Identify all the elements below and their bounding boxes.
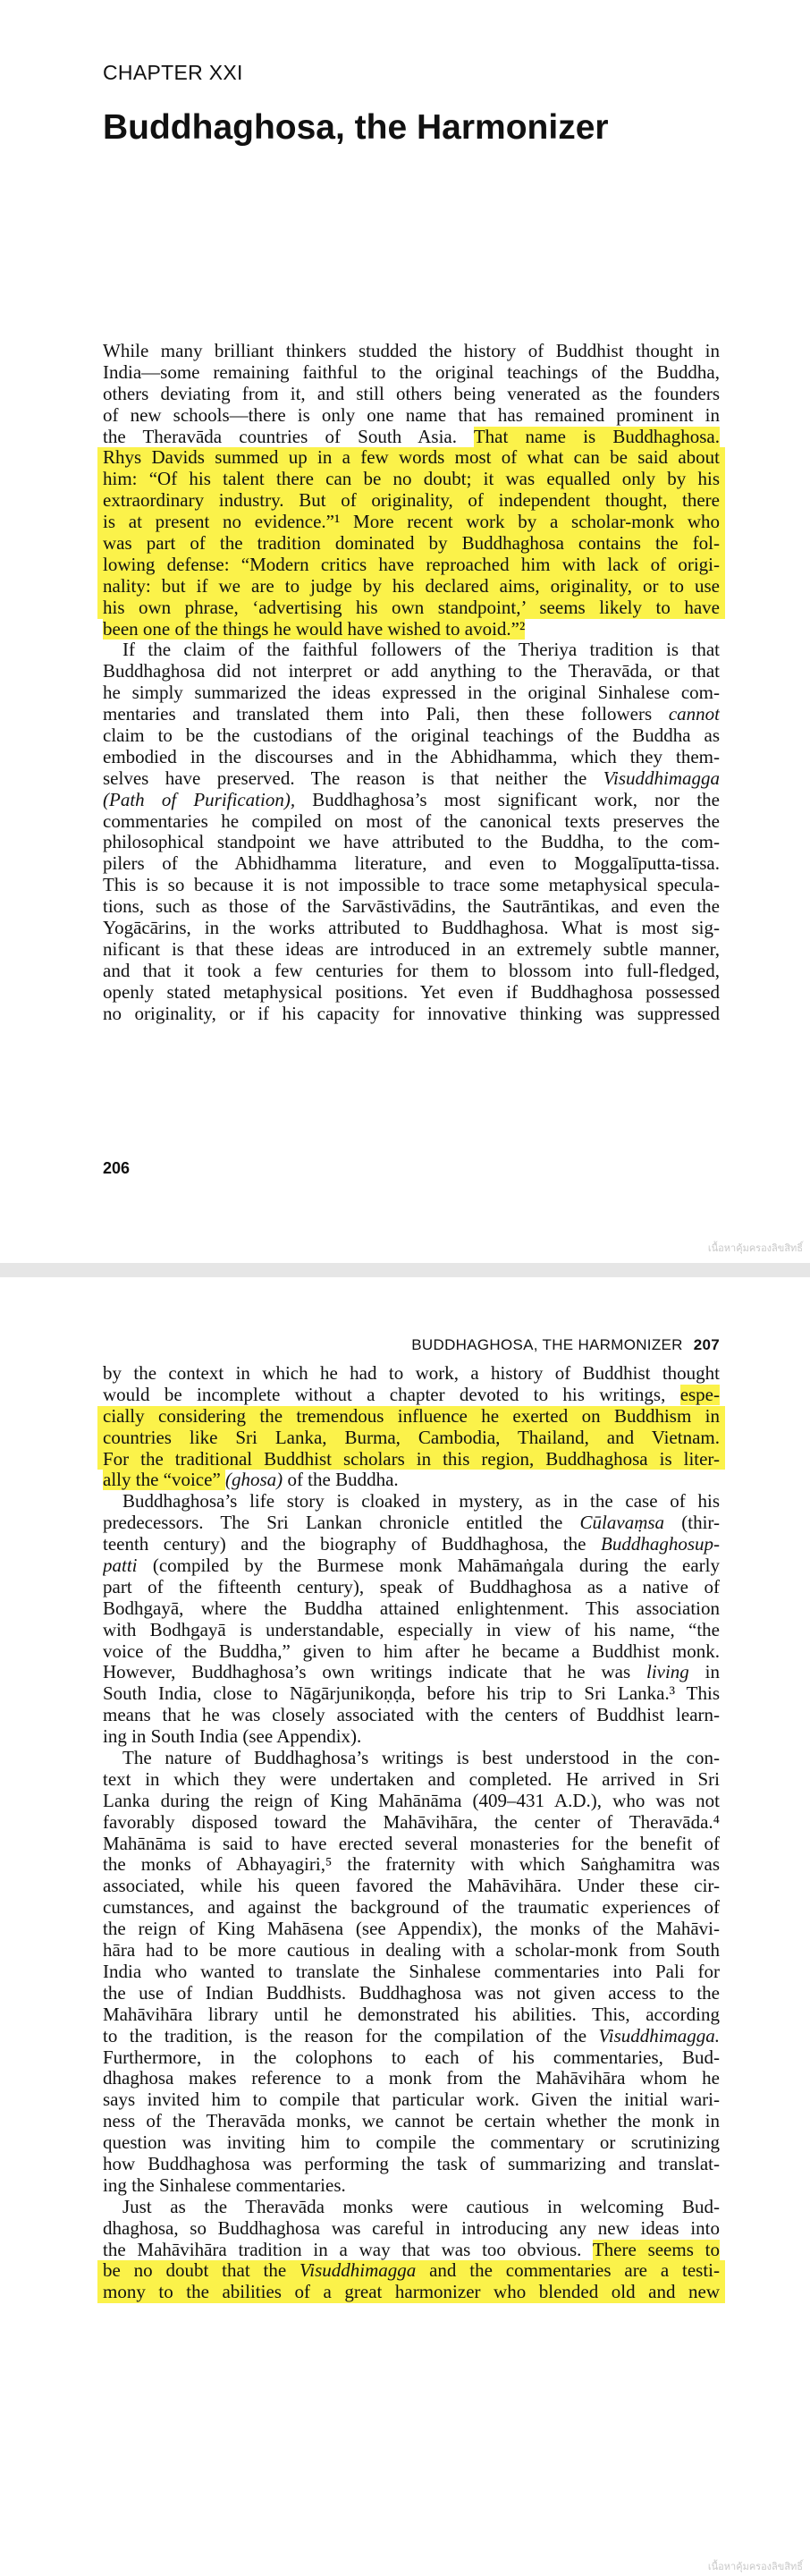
text-segment: question was inviting him to compile the commentary or scrutinizing (103, 2132, 720, 2154)
text-segment: by the context in which he had to work, a history of Buddhist thought (103, 1363, 720, 1384)
text-segment: India—some remaining faithful to the original teachings of the Buddha, (103, 361, 720, 383)
text-line (103, 619, 720, 640)
text-segment: nificant is that these ideas are introduced in an extremely subtle manner, (103, 938, 720, 960)
text-segment: embodied in the discourses and in the Abhidhamma, which they them- (103, 746, 720, 767)
running-head (411, 1336, 720, 1354)
running-head-title: BUDDHAGHOSA, THE HARMONIZER (411, 1336, 683, 1353)
text-segment: living (645, 1662, 689, 1683)
text-line (103, 1385, 720, 1406)
text-line (103, 790, 720, 811)
text-line (103, 682, 720, 704)
text-segment: the monks of Abhayagiri,⁵ the fraternity with which Saṅghamitra was (103, 1854, 720, 1876)
text-line (103, 2240, 720, 2261)
text-segment: be no doubt that the (103, 2260, 300, 2282)
text-segment: text in which they were undertaken and completed. He arrived in Sri (103, 1768, 720, 1790)
text-line (103, 832, 720, 853)
text-segment: with Bodhgayā is understandable, especially in view of his name, “the (103, 1619, 720, 1640)
chapter-title: Buddhaghosa, the Harmonizer (103, 108, 609, 147)
text-line (103, 1662, 720, 1683)
text-line (97, 2260, 725, 2282)
text-segment: of new schools—there is only one name that has remained prominent in (103, 404, 720, 426)
text-line (103, 427, 720, 448)
text-line (103, 747, 720, 768)
text-line (103, 1363, 720, 1385)
text-segment: nality: but if we are to judge by his declared aims, originality, or to use (103, 575, 720, 597)
text-line (103, 1555, 720, 1577)
text-segment: espe- (679, 1384, 720, 1405)
text-line (103, 1577, 720, 1598)
text-segment: dhaghosa, so Buddhaghosa was careful in introducing any new ideas into (103, 2217, 720, 2239)
text-line (103, 661, 720, 682)
text-line (97, 597, 725, 619)
text-segment: That name is Buddhaghosa. (473, 426, 720, 447)
text-segment: the use of Indian Buddhists. Buddhaghosa was not given access to the (103, 1982, 720, 2004)
text-segment: teenth century) and the biography of Buddhaghosa, the (103, 1534, 601, 1555)
text-line (97, 555, 725, 576)
text-segment: Mahānāma is said to have erected several monasteries for the benefit of (103, 1833, 720, 1854)
text-segment: (ghosa) (225, 1470, 283, 1491)
text-segment: associated, while his queen favored the Mahāvihāra. Under these cir- (103, 1876, 720, 1897)
text-segment: in (688, 1662, 720, 1683)
text-segment: part of the fifteenth century), speak of Buddhaghosa as a native of (103, 1576, 720, 1597)
text-segment: others deviating from it, and still others being venerated as the founders (103, 383, 720, 404)
text-line (103, 1726, 720, 1748)
text-segment: There seems to (592, 2239, 720, 2260)
text-segment: openly stated metaphysical positions. Yet even if Buddhaghosa possessed (103, 981, 720, 1003)
text-line (103, 1834, 720, 1855)
text-segment: the Theravāda countries of South Asia. (103, 426, 474, 447)
text-line (97, 533, 725, 555)
text-segment: extraordinary industry. But of originality, of independent thought, there (103, 490, 720, 512)
text-line (103, 384, 720, 405)
text-segment: his own phrase, ‘advertising his own standpoint,’ seems likely to have (103, 597, 720, 618)
text-segment: ing the Sinhalese commentaries. (103, 2174, 346, 2196)
text-line (103, 1769, 720, 1791)
text-segment: philosophical standpoint we have attributed to the Buddha, to the com- (103, 832, 720, 853)
text-line (103, 405, 720, 427)
text-line (103, 2197, 720, 2218)
text-segment: (compiled by the Burmese monk Mahāmaṅgala during the early (137, 1555, 720, 1577)
text-segment: Visuddhimagga (299, 2260, 417, 2282)
text-line (103, 2089, 720, 2111)
text-line (103, 982, 720, 1004)
text-line (103, 341, 720, 362)
text-line (103, 725, 720, 747)
text-segment: was part of the tradition dominated by Buddhaghosa contains the fol- (103, 533, 720, 555)
text-line (97, 490, 725, 512)
text-segment: of the Buddha. (283, 1470, 399, 1491)
text-segment: The nature of Buddhaghosa’s writings is best understood in the con- (122, 1748, 720, 1769)
text-segment: Cūlavaṃsa (579, 1513, 665, 1534)
text-segment: him: “Of his talent there can be no doubt; it was equalled only by his (103, 469, 720, 490)
text-line (103, 1791, 720, 1812)
text-segment: Buddhaghosa did not interpret or add anything to the Theravāda, or that (103, 661, 720, 682)
text-segment: is at present no evidence.”¹ More recent work by a scholar-monk who (103, 512, 720, 533)
text-segment: the reign of King Mahāsena (see Appendix), the monks of the Mahāvi- (103, 1919, 720, 1940)
text-line (97, 2282, 725, 2303)
text-segment: would be incomplete without a chapter devoted to his writings, (103, 1384, 680, 1405)
text-segment: patti (103, 1555, 138, 1577)
text-line (103, 1983, 720, 2004)
text-line (103, 1876, 720, 1897)
text-segment: ness of the Theravāda monks, we cannot be certain whether the monk in (103, 2111, 720, 2132)
text-line (103, 2004, 720, 2026)
text-line (97, 1428, 725, 1449)
text-segment: and that it took a few centuries for them to blossom into full-fledged, (103, 960, 720, 981)
text-line (103, 1962, 720, 1983)
text-line (103, 1854, 720, 1876)
text-line (103, 1598, 720, 1620)
text-line (97, 1406, 725, 1428)
page-206 (0, 0, 810, 1263)
text-segment: Yogācārins, in the works attributed to Buddhaghosa. What is most sig- (103, 918, 720, 939)
text-segment: voice of the Buddha,” given to him after he became a Buddhist monk. (103, 1640, 720, 1662)
text-line (103, 2132, 720, 2154)
text-segment: If the claim of the faithful followers of the Theriya tradition is that (122, 640, 720, 661)
text-line (97, 469, 725, 490)
text-segment: hāra had to be more cautious in dealing with a scholar-monk from South (103, 1940, 720, 1962)
text-line (103, 2068, 720, 2089)
text-line (103, 1620, 720, 1641)
text-line (103, 1491, 720, 1513)
text-segment: India who wanted to translate the Sinhalese commentaries into Pali for (103, 1961, 720, 1982)
text-segment: This is so because it is not impossible to trace some metaphysical specula- (103, 875, 720, 896)
text-segment: Lanka during the reign of King Mahānāma (409–431 A.D.), who was not (103, 1790, 720, 1811)
text-segment: favorably disposed toward the Mahāvihāra, the center of Theravāda.⁴ (103, 1811, 720, 1833)
text-segment: mentaries and translated them into Pali, then these followers (103, 704, 669, 725)
text-segment: predecessors. The Sri Lankan chronicle entitled the (103, 1513, 580, 1534)
text-line (97, 1449, 725, 1470)
page-number: 206 (103, 1159, 131, 1177)
text-segment: cannot (668, 704, 720, 725)
text-line (103, 1940, 720, 1962)
text-line (103, 2175, 720, 2197)
text-segment: means that he was closely associated with the centers of Buddhist learn- (103, 1705, 720, 1726)
text-segment: the Mahāvihāra tradition in a way that was too obvious. (103, 2239, 593, 2260)
text-segment: Mahāvihāra library until he demonstrated his abilities. This, according (103, 2004, 720, 2025)
text-line (103, 2047, 720, 2069)
text-line (103, 362, 720, 384)
text-segment: claim to be the custodians of the original teachings of the Buddha as (103, 725, 720, 747)
text-line (103, 2154, 720, 2175)
text-segment: Visuddhimagga (603, 767, 720, 789)
text-line (103, 1748, 720, 1769)
text-line (103, 1919, 720, 1940)
text-line (97, 447, 725, 469)
text-line (103, 1513, 720, 1534)
text-segment: dhaghosa makes reference to a monk from the Mahāvihāra whom he (103, 2068, 720, 2089)
text-segment: Buddhaghosa’s most significant work, nor the (295, 789, 720, 810)
page-207 (0, 1277, 810, 2576)
text-segment: Bodhgayā, where the Buddha attained enlightenment. This association (103, 1597, 720, 1619)
text-segment: no originality, or if his capacity for innovative thinking was suppressed (103, 1003, 720, 1024)
text-line (103, 875, 720, 896)
page-207-body-text (103, 1363, 720, 2303)
text-line (103, 939, 720, 961)
text-segment: how Buddhaghosa was performing the task of summarizing and translat- (103, 2153, 720, 2174)
text-line (103, 853, 720, 875)
text-segment: Visuddhimagga. (598, 2025, 720, 2046)
text-line (103, 2218, 720, 2240)
text-line (103, 1897, 720, 1919)
text-segment: (Path of Purification), (103, 789, 296, 810)
text-line (103, 1812, 720, 1834)
text-line (103, 1470, 720, 1491)
text-segment: commentaries he compiled on most of the canonical texts preserves the (103, 810, 720, 832)
text-segment: ally the “voice” (103, 1470, 226, 1491)
text-segment: selves have preserved. The reason is that neither the (103, 767, 603, 789)
text-segment: to the tradition, is the reason for the compilation of the (103, 2025, 599, 2046)
text-segment: and the commentaries are a testi- (416, 2260, 720, 2282)
text-segment: cumstances, and against the background of the traumatic experiences of (103, 1897, 720, 1919)
text-segment: tions, such as those of the Sarvāstivādins, the Sautrāntikas, and even the (103, 896, 720, 918)
text-line (103, 918, 720, 939)
text-line (103, 811, 720, 833)
text-line (103, 768, 720, 790)
text-line (103, 896, 720, 918)
text-segment: he simply summarized the ideas expressed in the original Sinhalese com- (103, 682, 720, 704)
text-segment: (thir- (664, 1513, 720, 1534)
text-line (103, 640, 720, 661)
text-segment: says invited him to compile that particular work. Given the initial wari- (103, 2089, 720, 2111)
text-segment: lowing defense: “Modern critics have reproached him with lack of origi- (103, 554, 720, 575)
text-line (103, 1705, 720, 1726)
text-line (103, 1534, 720, 1555)
text-line (97, 576, 725, 597)
text-line (103, 961, 720, 982)
text-segment: Just as the Theravāda monks were cautious in welcoming Bud- (122, 2196, 720, 2217)
text-segment: South India, close to Nāgārjunikoṇḍa, before his trip to Sri Lanka.³ This (103, 1683, 720, 1705)
text-segment: Rhys Davids summed up in a few words most of what can be said about (103, 447, 720, 469)
text-segment: Furthermore, in the colophons to each of his commentaries, Bud- (103, 2046, 720, 2068)
text-segment: pilers of the Abhidhamma literature, and even to Moggalīputta-tissa. (103, 853, 720, 875)
text-segment: ing in South India (see Appendix). (103, 1726, 362, 1748)
copyright-watermark: เนื้อหาคุ้มครองลิขสิทธิ์ (707, 2561, 803, 2572)
text-segment: For the traditional Buddhist scholars in this region, Buddhaghosa is liter- (103, 1448, 720, 1470)
chapter-label: CHAPTER XXI (103, 61, 243, 84)
text-line (103, 1004, 720, 1025)
text-segment: Buddhaghosa’s life story is cloaked in mystery, as in the case of his (122, 1491, 720, 1513)
text-segment: mony to the abilities of a great harmonizer who blended old and new (103, 2282, 720, 2303)
running-head-page-number: 207 (693, 1336, 720, 1353)
text-segment: However, Buddhaghosa’s own writings indicate that he was (103, 1662, 646, 1683)
page-206-body-text (103, 341, 720, 1025)
text-segment: While many brilliant thinkers studded the history of Buddhist thought in (103, 341, 720, 361)
text-segment: countries like Sri Lanka, Burma, Cambodia, Thailand, and Vietnam. (103, 1427, 720, 1448)
text-line (103, 2026, 720, 2047)
text-segment: been one of the things he would have wished to avoid.”² (103, 618, 526, 640)
text-line (103, 1641, 720, 1663)
text-line (103, 704, 720, 725)
text-line (103, 1683, 720, 1705)
copyright-watermark: เนื้อหาคุ้มครองลิขสิทธิ์ (707, 1242, 803, 1254)
text-line (103, 2111, 720, 2132)
text-segment: Buddhaghosup- (601, 1534, 720, 1555)
text-line (97, 512, 725, 533)
text-segment: cially considering the tremendous influence he exerted on Buddhism in (103, 1405, 720, 1427)
